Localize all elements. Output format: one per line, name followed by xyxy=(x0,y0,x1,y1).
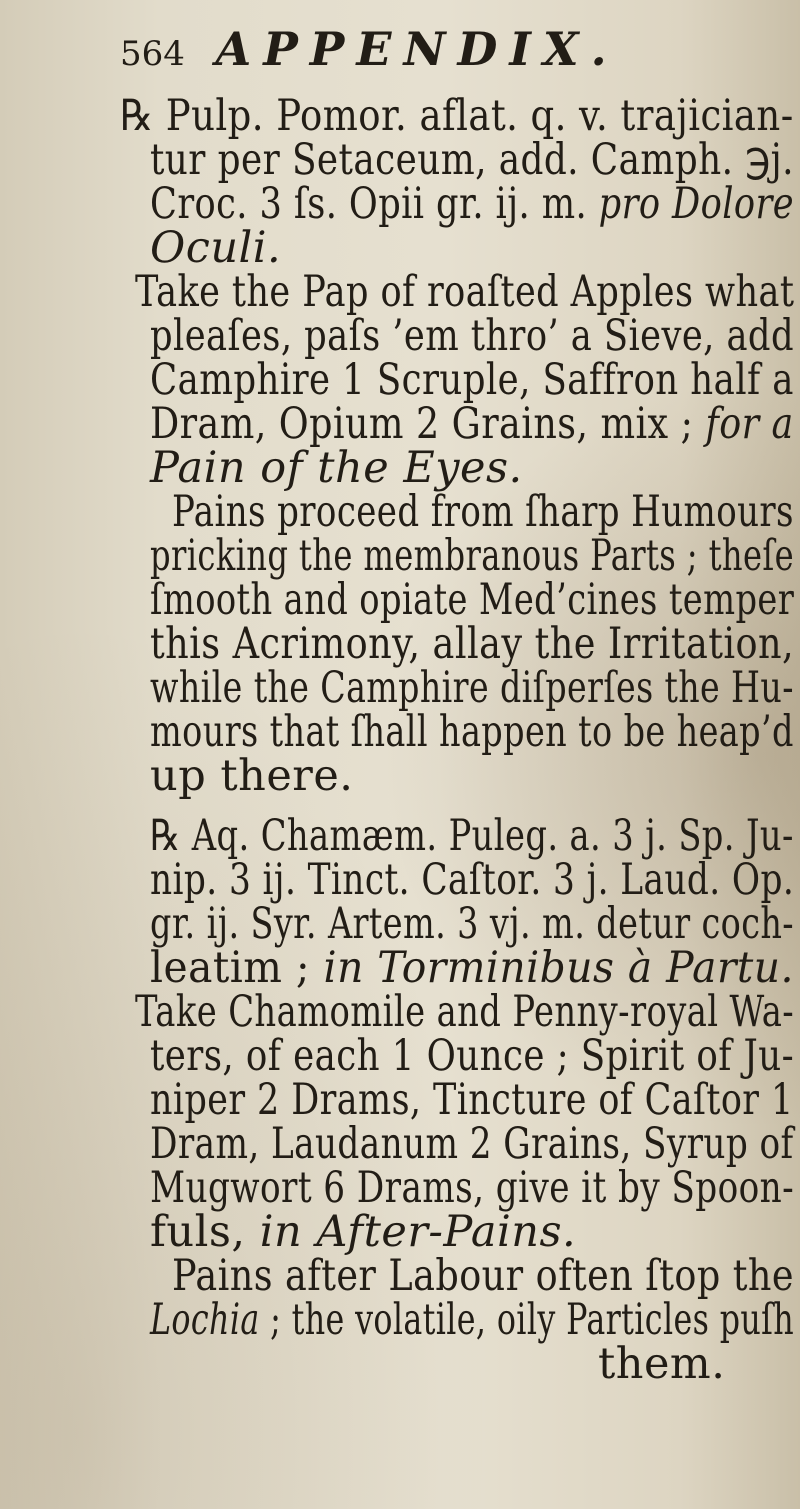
line-text: up there. xyxy=(150,751,354,801)
text-line xyxy=(150,311,794,361)
line-text: pricking the membranous Parts ; theſe xyxy=(150,531,795,581)
line-text: Croc. 3 ſs. Opii gr. ij. m. xyxy=(150,179,599,229)
line-italic-text: Lochia xyxy=(150,1295,260,1345)
line-text: Pains after Labour often ſtop the xyxy=(172,1251,794,1301)
line-text: niper 2 Drams, Tincture of Caſtor 1 xyxy=(150,1075,794,1125)
line-text: leatim ; xyxy=(150,943,324,993)
line-text: ters, of each 1 Ounce ; Spirit of Ju- xyxy=(150,1031,795,1081)
line-text: fuls, xyxy=(150,1207,260,1257)
line-text: ℞ Pulp. Pomor. aflat. q. v. trajician- xyxy=(120,91,794,141)
text-line xyxy=(150,663,794,713)
line-text: Pains proceed from ſharp Humours xyxy=(172,487,794,537)
line-text: ſmooth and opiate Med’cines temper xyxy=(150,575,795,625)
text-line xyxy=(135,987,794,1037)
text-line xyxy=(150,223,281,273)
text-line xyxy=(150,1031,794,1081)
line-text: this Acrimony, allay the Irritation, xyxy=(150,619,795,669)
line-text: Take the Pap of roaſted Apples what xyxy=(135,267,795,317)
line-text: them. xyxy=(598,1339,726,1389)
text-line xyxy=(150,531,794,581)
line-italic-text: pro Dolore xyxy=(598,179,794,229)
text-line xyxy=(150,619,794,669)
text-line xyxy=(150,135,794,185)
line-italic-text: in After-Pains. xyxy=(259,1207,577,1257)
text-line xyxy=(150,575,794,625)
text-line xyxy=(150,899,794,949)
text-line xyxy=(135,267,794,317)
text-line xyxy=(120,91,794,141)
text-line xyxy=(172,487,794,537)
line-text: ; the volatile, oily Particles puſh xyxy=(259,1295,795,1345)
text-line xyxy=(150,399,794,449)
text-line xyxy=(150,855,794,905)
line-italic-text: Pain of the Eyes. xyxy=(150,443,523,493)
line-text: Take Chamomile and Penny-royal Wa- xyxy=(135,987,795,1037)
text-line xyxy=(172,1251,794,1301)
text-line xyxy=(150,1295,794,1345)
line-italic-text: in Torminibus à Partu. xyxy=(323,943,794,993)
line-text: Camphire 1 Scruple, Saffron half a xyxy=(150,355,794,405)
line-italic-text: for a xyxy=(705,399,794,449)
text-line xyxy=(150,179,794,229)
line-text: tur per Setaceum, add. Camph. ℈j. xyxy=(150,135,794,185)
text-line xyxy=(150,943,794,993)
line-text: ℞ Aq. Chamæm. Puleg. a. 3 j. Sp. Ju- xyxy=(150,811,794,861)
line-text: gr. ij. Syr. Artem. 3 vj. m. detur coch- xyxy=(150,899,795,949)
text-line xyxy=(150,1207,576,1257)
line-italic-text: Oculi. xyxy=(150,223,282,273)
text-line xyxy=(150,1119,794,1169)
text-line xyxy=(150,1163,794,1213)
text-line xyxy=(150,811,794,861)
text-line xyxy=(150,355,794,405)
line-text: pleaſes, paſs ’em thro’ a Sieve, add xyxy=(150,311,794,361)
text-line xyxy=(150,443,523,493)
running-title: APPENDIX. xyxy=(215,22,619,76)
line-text: mours that ſhall happen to be heap’d xyxy=(150,707,794,757)
text-line xyxy=(150,751,353,801)
line-text: Mugwort 6 Drams, give it by Spoon- xyxy=(150,1163,795,1213)
text-line xyxy=(150,707,794,757)
line-text: Dram, Opium 2 Grains, mix ; xyxy=(150,399,706,449)
line-text: while the Camphire diſperſes the Hu- xyxy=(150,663,794,713)
text-line xyxy=(150,1075,794,1125)
line-text: nip. 3 ij. Tinct. Caſtor. 3 j. Laud. Op. xyxy=(150,855,795,905)
text-line xyxy=(598,1339,725,1389)
page-number: 564 xyxy=(120,34,185,74)
line-text: Dram, Laudanum 2 Grains, Syrup of xyxy=(150,1119,794,1169)
